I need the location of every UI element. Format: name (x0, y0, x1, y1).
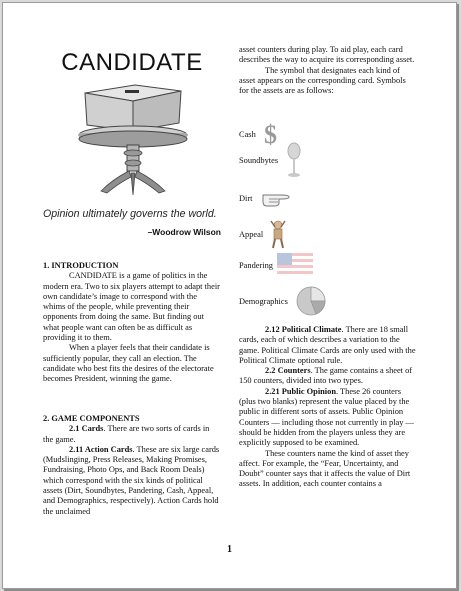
action-cards-continued (239, 45, 417, 96)
action-cards-text: . These are six large cards (Mudslinging, Press Releases, Making Promises, Fundraising, Photo Ops, and Back Room Deals) which correspond with the six kinds of political assets (Dirt, Soundbytes, Pandering, Cash, Appeal, and Demographics, respectively). Action Cards hold the unclaimed (43, 444, 220, 516)
components-section (43, 414, 221, 517)
counters-subheading: 2.2 Counters (265, 366, 311, 376)
asset-label-appeal: Appeal (239, 229, 264, 239)
ballot-box-table-illustration (77, 83, 189, 197)
pie-chart-icon (294, 285, 328, 317)
political-climate-text: . There are 18 small cards, each of which describes a variation to the game. Political Climate Cards are only used with the Political Climate optional rule. (239, 325, 416, 365)
counters-detail-paragraph: These counters name the kind of asset they affect. For example, the “Fear, Uncertainty, and Doubt” counter says that it affects the value of Dirt assets. In addition, each counter contains a (239, 448, 411, 489)
intro-paragraph-2: When a player feels that their candidate is sufficiently popular, they call an election. The candidate who best fits the desires of the electorate becomes President, winning the game. (43, 343, 214, 384)
document-title: CANDIDATE (61, 49, 203, 76)
asset-row-soundbytes (239, 142, 304, 178)
introduction-section (43, 261, 221, 385)
counters-paragraph (239, 366, 417, 387)
page-number: 1 (227, 544, 232, 555)
counters-text: . The game contains a sheet of 150 counters, divided into two types. (239, 366, 413, 386)
action-cards-subheading: 2.11 Action Cards (69, 444, 133, 454)
pointing-hand-icon (261, 188, 293, 208)
cards-text: . There are two sorts of cards in the game. (43, 424, 210, 444)
figure-icon (267, 219, 289, 249)
public-opinion-paragraph (239, 387, 417, 449)
climate-counters-section (239, 325, 417, 490)
asset-label-dirt: Dirt (239, 193, 253, 203)
asset-label-pandering: Pandering (239, 260, 273, 270)
asset-label-demographics: Demographics (239, 296, 288, 306)
political-climate-paragraph (239, 325, 417, 366)
epigraph-attribution: –Woodrow Wilson (147, 227, 221, 237)
asset-row-pandering (239, 253, 313, 277)
document-page (2, 2, 457, 589)
svg-text:$: $ (263, 121, 277, 147)
public-opinion-subheading: 2.21 Public Opinion (265, 386, 336, 396)
intro-paragraph-1: CANDIDATE is a game of politics in the modern era. Two to six players attempt to adapt their own candidate’s image to correspond with the whims of the people, while preventing their opponents from doing the same. But finding out what people want can often be as difficult as providing it to them. (43, 271, 220, 343)
action-cards-paragraph (43, 445, 221, 517)
political-climate-subheading: 2.12 Political Climate (265, 325, 342, 334)
flag-icon (277, 253, 313, 277)
asset-row-appeal (239, 219, 289, 249)
continued-paragraph: asset counters during play. To aid play, each card describes the way to acquire its corresponding asset. (239, 45, 415, 65)
asset-label-soundbytes: Soundbytes (239, 155, 279, 165)
symbols-paragraph: The symbol that designates each kind of asset appears on the corresponding card. Symbols for the assets are as follows: (239, 65, 406, 96)
section-heading-components: 2. GAME COMPONENTS (43, 414, 140, 423)
public-opinion-text: . These 26 counters (plus two blanks) represent the value placed by the public in different sorts of assets. Public Opinion Counters — including those not currently in play — should be hidden from the players unless they are explicitly supposed to be examined. (239, 386, 414, 448)
cards-subheading: 2.1 Cards (69, 424, 104, 434)
asset-row-demographics (239, 285, 328, 317)
epigraph-quote: Opinion ultimately governs the world. (43, 208, 217, 220)
section-heading-introduction: 1. INTRODUCTION (43, 261, 119, 270)
microphone-icon (284, 142, 304, 178)
cards-paragraph (43, 424, 221, 445)
asset-row-dirt (239, 188, 293, 208)
asset-label-cash: Cash (239, 129, 256, 139)
